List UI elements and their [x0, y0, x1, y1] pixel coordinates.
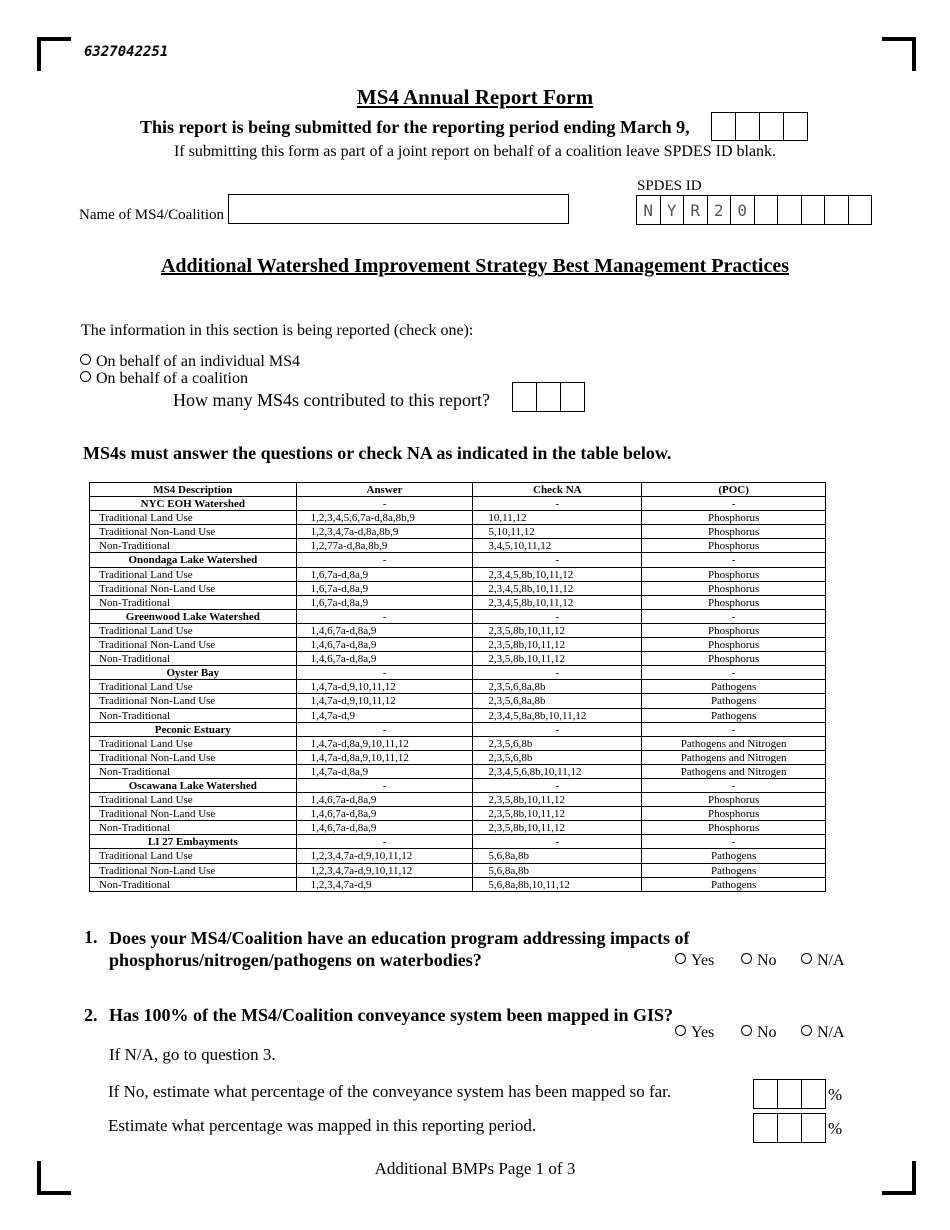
cell-check-na: 2,3,5,8b,10,11,12 — [473, 807, 642, 821]
cell-poc: Pathogens — [642, 708, 826, 722]
reporting-year-boxes[interactable] — [712, 112, 808, 141]
cell-poc: Phosphorus — [642, 511, 826, 525]
cell-description: Oyster Bay — [90, 666, 297, 680]
q2-if-no-instruction: If No, estimate what percentage of the conveyance system has been mapped so far. — [108, 1082, 672, 1101]
spdes-id-boxes[interactable] — [637, 195, 872, 225]
cell-answer: 1,4,6,7a-d,8a,9 — [296, 807, 473, 821]
cell-check-na: 5,10,11,12 — [473, 525, 642, 539]
table-row — [90, 680, 826, 694]
cell-check-na: - — [473, 666, 642, 680]
cell-answer: - — [296, 666, 473, 680]
check-one-instruction: The information in this section is being reported (check one): — [81, 322, 474, 339]
corner-mark-top-left — [37, 37, 71, 71]
cell-check-na: 2,3,4,5,8b,10,11,12 — [473, 581, 642, 595]
cell-answer: 1,6,7a-d,8a,9 — [296, 595, 473, 609]
cell-poc: Phosphorus — [642, 567, 826, 581]
ms4-name-field[interactable] — [228, 194, 569, 224]
joint-report-note: If submitting this form as part of a joint report on behalf of a coalition leave SPDES ID blank. — [173, 143, 777, 160]
table-header-row — [90, 483, 826, 497]
cell-answer: 1,4,7a-d,8a,9,10,11,12 — [296, 750, 473, 764]
cell-answer: 1,4,7a-d,9,10,11,12 — [296, 680, 473, 694]
cell-poc: Pathogens and Nitrogen — [642, 736, 826, 750]
cell-poc: Pathogens — [642, 877, 826, 891]
q1-option-no[interactable] — [741, 952, 777, 970]
cell-description: NYC EOH Watershed — [90, 497, 297, 511]
table-row — [90, 567, 826, 581]
cell-description: Traditional Non-Land Use — [90, 525, 297, 539]
cell-check-na: - — [473, 835, 642, 849]
cell-poc: - — [642, 835, 826, 849]
radio-circle-icon[interactable] — [675, 953, 686, 964]
section-heading: Additional Watershed Improvement Strategy Best Management Practices — [160, 255, 790, 277]
cell-description: Greenwood Lake Watershed — [90, 609, 297, 623]
cell-poc: Phosphorus — [642, 821, 826, 835]
table-row — [90, 595, 826, 609]
cell-check-na: - — [473, 609, 642, 623]
cell-check-na: 2,3,4,5,8b,10,11,12 — [473, 595, 642, 609]
cell-poc: Phosphorus — [642, 581, 826, 595]
cell-description: Non-Traditional — [90, 539, 297, 553]
question-2-text: Has 100% of the MS4/Coalition conveyance system been mapped in GIS? — [109, 1005, 674, 1025]
corner-mark-top-right — [882, 37, 916, 71]
char-box[interactable] — [759, 112, 784, 141]
cell-check-na: 2,3,5,6,8a,8b — [473, 680, 642, 694]
char-box[interactable]: R — [683, 195, 708, 225]
cell-description: Traditional Non-Land Use — [90, 694, 297, 708]
cell-check-na: 5,6,8a,8b — [473, 849, 642, 863]
cell-check-na: 2,3,5,8b,10,11,12 — [473, 793, 642, 807]
char-box[interactable] — [801, 1113, 826, 1143]
cell-check-na: 2,3,4,5,6,8b,10,11,12 — [473, 764, 642, 778]
cell-poc: - — [642, 609, 826, 623]
cell-check-na: - — [473, 778, 642, 792]
table-row — [90, 623, 826, 637]
question-1-number: 1. — [84, 927, 98, 947]
cell-poc: Phosphorus — [642, 623, 826, 637]
cell-description: Traditional Land Use — [90, 736, 297, 750]
table-row — [90, 511, 826, 525]
cell-poc: - — [642, 778, 826, 792]
cell-poc: - — [642, 553, 826, 567]
cell-answer: 1,4,7a-d,8a,9 — [296, 764, 473, 778]
cell-answer: 1,2,77a-d,8a,8b,9 — [296, 539, 473, 553]
radio-circle-icon[interactable] — [80, 354, 91, 365]
cell-answer: 1,6,7a-d,8a,9 — [296, 567, 473, 581]
cell-description: Traditional Non-Land Use — [90, 581, 297, 595]
q1-option-yes[interactable] — [675, 952, 714, 970]
cell-description: Onondaga Lake Watershed — [90, 553, 297, 567]
table-group-row — [90, 609, 826, 623]
how-many-ms4s-label: How many MS4s contributed to this report? — [173, 390, 490, 410]
table-group-row — [90, 778, 826, 792]
char-box[interactable] — [777, 1079, 802, 1109]
char-box[interactable] — [848, 195, 873, 225]
table-row — [90, 877, 826, 891]
cell-poc: Pathogens — [642, 680, 826, 694]
cell-check-na: 2,3,5,6,8b — [473, 750, 642, 764]
char-box[interactable]: 2 — [707, 195, 732, 225]
cell-poc: Pathogens and Nitrogen — [642, 764, 826, 778]
table-row — [90, 708, 826, 722]
q2-na-label: N/A — [817, 1024, 845, 1041]
cell-description: Non-Traditional — [90, 877, 297, 891]
cell-check-na: 2,3,5,8b,10,11,12 — [473, 638, 642, 652]
cell-answer: 1,4,6,7a-d,8a,9 — [296, 793, 473, 807]
cell-description: Traditional Non-Land Use — [90, 638, 297, 652]
q1-yes-label: Yes — [691, 952, 715, 969]
table-row — [90, 793, 826, 807]
cell-check-na: 3,4,5,10,11,12 — [473, 539, 642, 553]
char-box[interactable]: 0 — [730, 195, 755, 225]
char-box[interactable] — [777, 195, 802, 225]
radio-individual-ms4[interactable] — [80, 353, 300, 371]
ms4-name-label: Name of MS4/Coalition — [79, 207, 224, 223]
cell-check-na: 10,11,12 — [473, 511, 642, 525]
cell-description: Oscawana Lake Watershed — [90, 778, 297, 792]
reporting-period-text: This report is being submitted for the reporting period ending March 9, — [140, 117, 690, 137]
form-id: 6327042251 — [84, 44, 169, 60]
table-row — [90, 764, 826, 778]
char-box[interactable] — [824, 195, 849, 225]
cell-description: Traditional Non-Land Use — [90, 863, 297, 877]
percent-sign: % — [828, 1085, 843, 1104]
cell-poc: Pathogens — [642, 849, 826, 863]
cell-description: Traditional Land Use — [90, 680, 297, 694]
page-footer: Additional BMPs Page 1 of 3 — [374, 1159, 576, 1178]
cell-description: Traditional Non-Land Use — [90, 750, 297, 764]
cell-answer: 1,4,7a-d,9 — [296, 708, 473, 722]
cell-poc: Phosphorus — [642, 793, 826, 807]
q1-no-label: No — [757, 952, 777, 969]
table-group-row — [90, 835, 826, 849]
cell-answer: 1,6,7a-d,8a,9 — [296, 581, 473, 595]
q1-na-label: N/A — [817, 952, 845, 969]
char-box[interactable]: Y — [660, 195, 685, 225]
cell-poc: Phosphorus — [642, 539, 826, 553]
q2-no-label: No — [757, 1024, 777, 1041]
spdes-id-label: SPDES ID — [637, 178, 702, 194]
table-row — [90, 736, 826, 750]
cell-answer: - — [296, 722, 473, 736]
cell-poc: - — [642, 497, 826, 511]
cell-poc: - — [642, 666, 826, 680]
table-group-row — [90, 553, 826, 567]
cell-answer: 1,4,6,7a-d,8a,9 — [296, 821, 473, 835]
cell-poc: Phosphorus — [642, 595, 826, 609]
table-row — [90, 638, 826, 652]
cell-answer: 1,2,3,4,7a-d,9 — [296, 877, 473, 891]
question-2-number: 2. — [84, 1005, 98, 1025]
cell-poc: Pathogens and Nitrogen — [642, 750, 826, 764]
cell-check-na: - — [473, 722, 642, 736]
q1-option-na[interactable] — [801, 952, 845, 970]
table-row — [90, 694, 826, 708]
table-row — [90, 581, 826, 595]
char-box[interactable] — [536, 382, 561, 412]
radio-circle-icon[interactable] — [80, 371, 91, 382]
table-row — [90, 750, 826, 764]
cell-check-na: 2,3,4,5,8b,10,11,12 — [473, 567, 642, 581]
cell-description: Traditional Land Use — [90, 511, 297, 525]
cell-answer: 1,2,3,4,7a-d,9,10,11,12 — [296, 849, 473, 863]
q2-estimate-instruction: Estimate what percentage was mapped in this reporting period. — [108, 1116, 537, 1135]
char-box[interactable] — [777, 1113, 802, 1143]
percent-sign: % — [828, 1119, 843, 1138]
cell-check-na: 2,3,5,6,8b — [473, 736, 642, 750]
char-box[interactable] — [801, 1079, 826, 1109]
cell-description: Traditional Land Use — [90, 623, 297, 637]
cell-check-na: 5,6,8a,8b,10,11,12 — [473, 877, 642, 891]
radio-circle-icon[interactable] — [801, 953, 812, 964]
q2-option-na[interactable] — [801, 1024, 845, 1042]
how-many-ms4s-boxes[interactable] — [513, 382, 585, 412]
table-row — [90, 821, 826, 835]
cell-answer: 1,2,3,4,7a-d,8a,8b,9 — [296, 525, 473, 539]
percent-mapped-period-boxes[interactable] — [754, 1113, 826, 1143]
cell-answer: - — [296, 553, 473, 567]
table-instruction: MS4s must answer the questions or check NA as indicated in the table below. — [83, 443, 672, 463]
cell-poc: Phosphorus — [642, 525, 826, 539]
char-box[interactable] — [560, 382, 585, 412]
table-row — [90, 863, 826, 877]
char-box[interactable] — [735, 112, 760, 141]
radio-coalition-label: On behalf of a coalition — [96, 370, 248, 387]
percent-mapped-so-far-boxes[interactable] — [754, 1079, 826, 1109]
cell-poc: Phosphorus — [642, 652, 826, 666]
header-check-na: Check NA — [473, 483, 642, 497]
cell-description: Non-Traditional — [90, 708, 297, 722]
q2-option-no[interactable] — [741, 1024, 777, 1042]
cell-answer: 1,4,7a-d,9,10,11,12 — [296, 694, 473, 708]
cell-poc: Pathogens — [642, 694, 826, 708]
table-group-row — [90, 666, 826, 680]
radio-circle-icon[interactable] — [801, 1025, 812, 1036]
page-title: MS4 Annual Report Form — [356, 85, 594, 109]
radio-circle-icon[interactable] — [741, 1025, 752, 1036]
cell-answer: - — [296, 778, 473, 792]
cell-poc: Pathogens — [642, 863, 826, 877]
char-box[interactable] — [754, 195, 779, 225]
cell-description: Non-Traditional — [90, 595, 297, 609]
table-row — [90, 652, 826, 666]
q2-if-na-instruction: If N/A, go to question 3. — [109, 1045, 276, 1064]
header-poc: (POC) — [642, 483, 826, 497]
cell-description: Non-Traditional — [90, 821, 297, 835]
cell-description: Traditional Land Use — [90, 849, 297, 863]
char-box[interactable] — [783, 112, 808, 141]
cell-check-na: 2,3,5,6,8a,8b — [473, 694, 642, 708]
char-box[interactable]: N — [636, 195, 661, 225]
radio-coalition[interactable] — [80, 370, 248, 388]
table-group-row — [90, 497, 826, 511]
table-row — [90, 807, 826, 821]
header-answer: Answer — [296, 483, 473, 497]
table-row — [90, 539, 826, 553]
char-box[interactable] — [512, 382, 537, 412]
cell-description: Traditional Non-Land Use — [90, 807, 297, 821]
cell-answer: 1,2,3,4,5,6,7a-d,8a,8b,9 — [296, 511, 473, 525]
cell-check-na: 5,6,8a,8b — [473, 863, 642, 877]
cell-check-na: 2,3,5,8b,10,11,12 — [473, 821, 642, 835]
cell-check-na: 2,3,4,5,8a,8b,10,11,12 — [473, 708, 642, 722]
q2-yes-label: Yes — [691, 1024, 715, 1041]
cell-check-na: 2,3,5,8b,10,11,12 — [473, 652, 642, 666]
radio-circle-icon[interactable] — [741, 953, 752, 964]
char-box[interactable] — [753, 1079, 778, 1109]
table-row — [90, 849, 826, 863]
question-1-text: Does your MS4/Coalition have an education program addressing impacts of phosphorus/nitrogen/pathogens on waterbodies? — [109, 928, 690, 970]
cell-description: LI 27 Embayments — [90, 835, 297, 849]
cell-description: Non-Traditional — [90, 764, 297, 778]
cell-answer: - — [296, 497, 473, 511]
cell-answer: 1,4,6,7a-d,8a,9 — [296, 652, 473, 666]
cell-check-na: - — [473, 497, 642, 511]
cell-poc: Phosphorus — [642, 638, 826, 652]
char-box[interactable] — [753, 1113, 778, 1143]
cell-poc: - — [642, 722, 826, 736]
table-row — [90, 525, 826, 539]
cell-description: Traditional Land Use — [90, 567, 297, 581]
char-box[interactable] — [801, 195, 826, 225]
cell-answer: 1,4,7a-d,8a,9,10,11,12 — [296, 736, 473, 750]
cell-description: Traditional Land Use — [90, 793, 297, 807]
bmp-requirements-table — [89, 482, 826, 892]
radio-circle-icon[interactable] — [675, 1025, 686, 1036]
cell-answer: - — [296, 609, 473, 623]
table-group-row — [90, 722, 826, 736]
cell-answer: - — [296, 835, 473, 849]
char-box[interactable] — [711, 112, 736, 141]
cell-description: Non-Traditional — [90, 652, 297, 666]
radio-individual-label: On behalf of an individual MS4 — [96, 353, 300, 370]
header-ms4-description: MS4 Description — [90, 483, 297, 497]
q2-option-yes[interactable] — [675, 1024, 714, 1042]
cell-check-na: 2,3,5,8b,10,11,12 — [473, 623, 642, 637]
cell-answer: 1,4,6,7a-d,8a,9 — [296, 623, 473, 637]
cell-answer: 1,2,3,4,7a-d,9,10,11,12 — [296, 863, 473, 877]
cell-poc: Phosphorus — [642, 807, 826, 821]
cell-check-na: - — [473, 553, 642, 567]
cell-answer: 1,4,6,7a-d,8a,9 — [296, 638, 473, 652]
cell-description: Peconic Estuary — [90, 722, 297, 736]
